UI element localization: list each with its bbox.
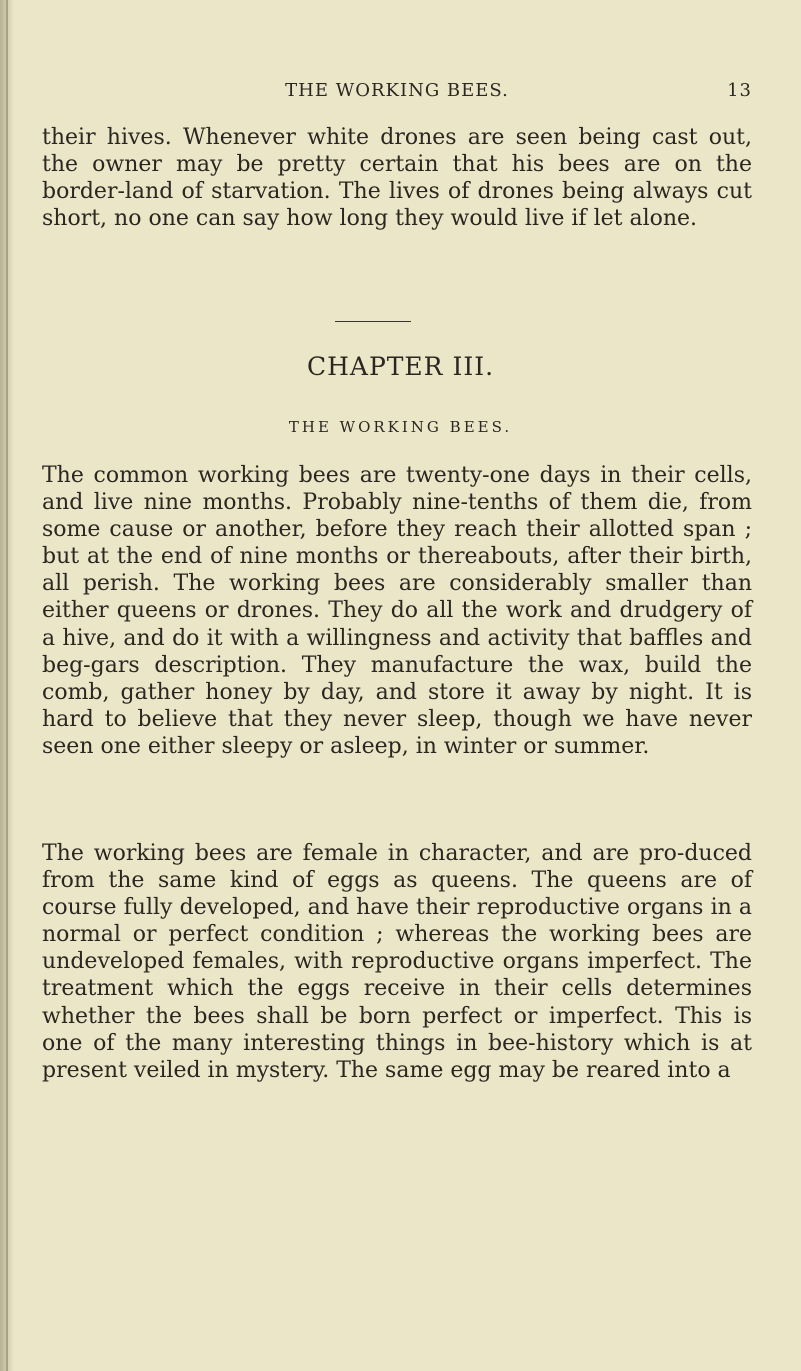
binding-edge	[6, 0, 8, 1371]
page-header	[42, 80, 752, 104]
chapter-subtitle: THE WORKING BEES.	[288, 418, 513, 436]
paragraph-opening: The common working bees are twenty-one days in their cells, and live nine months. Probably nine-tenths of them die, from some cause or another, before they reach their allotted span ; but at the end of nine months or thereabouts, after their birth, all perish. The working bees are considerably smaller than either queens or drones. They do all the work and drudgery of a hive, and do it with a willingness and activity that baffles and beg-gars description. They manufacture the wax, build the comb, gather honey by day, and store it away by night. It is hard to believe that they never sleep, though we have never seen one either sleepy or asleep, in winter or summer.	[42, 463, 752, 759]
chapter-divider	[335, 321, 411, 322]
chapter-title: CHAPTER III.	[306, 352, 495, 381]
paragraph-continued: their hives. Whenever white drones are seen being cast out, the owner may be pretty certain that his bees are on the border-land of starvation. The lives of drones being always cut short, no one can say how long they would live if let alone.	[42, 125, 752, 232]
page-number: 13	[727, 80, 752, 101]
paragraph-body: The working bees are female in character, and are pro-duced from the same kind of eggs as queens. The queens are of course fully developed, and have their reproductive organs in a normal or perfect condition ; whereas the working bees are undeveloped females, with reproductive organs imperfect. The treatment which the eggs receive in their cells determines whether the bees shall be born perfect or imperfect. This is one of the many interesting things in bee-history which is at present veiled in mystery. The same egg may be reared into a	[42, 841, 752, 1083]
running-title: THE WORKING BEES.	[285, 80, 509, 101]
